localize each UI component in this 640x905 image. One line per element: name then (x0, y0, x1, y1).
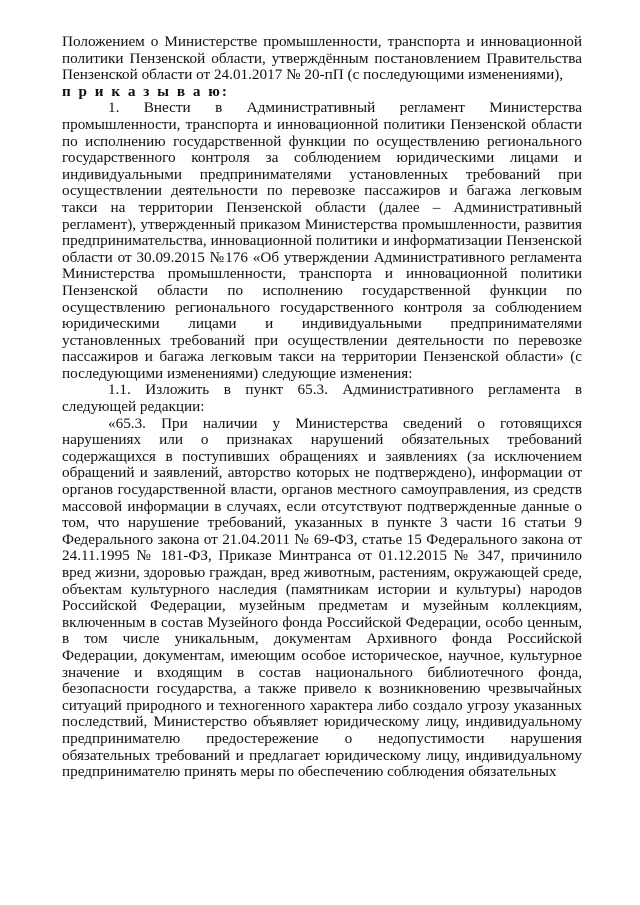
paragraph-basis: Положением о Министерстве промышленности, транспорта и инновационной политики Пензенской области, утверждённым постановлением Правительства Пензенской области от 24.01.2017 № 20-пП (с последующими изменениями), (62, 33, 582, 84)
paragraph-item-1: 1. Внести в Административный регламент Министерства промышленности, транспорта и инновационной политики Пензенской области по исполнению государственной функции по осуществлению регионального государственного контроля за соблюдением юридическими лицами и индивидуальными предпринимателями установленных требований при осуществлении деятельности по перевозке пассажиров и багажа легковым такси на территории Пензенской области (далее – Административный регламент), утвержденный приказом Министерства промышленности, развития предпринимательства, инновационной политики и информатизации Пензенской области от 30.09.2015 №176 «Об утверждении Административного регламента Министерства промышленности, транспорта и инновационной политики Пензенской области по исполнению государственной функции по осуществлению регионального государственного контроля за соблюдением юридическими лицами и индивидуальными предпринимателями установленных требований при осуществлении деятельности по перевозке пассажиров и багажа легковым такси на территории Пензенской области» (с последующими изменениями) следующие изменения: (62, 99, 582, 382)
paragraph-item-1-1: 1.1. Изложить в пункт 65.3. Административного регламента в следующей редакции: (62, 381, 582, 416)
document-page (62, 34, 582, 781)
paragraph-65-3: «65.3. При наличии у Министерства сведений о готовящихся нарушениях или о признаках нарушений обязательных требований содержащихся в поступивших обращениях и заявлениях (за исключением обращений и заявлений, авторство которых не подтверждено), информации от органов государственной власти, органов местного самоуправления, из средств массовой информации в случаях, если отсутствуют подтвержденные данные о том, что нарушение требований, указанных в пункте 3 части 16 статьи 9 Федерального закона от 21.04.2011 № 69-ФЗ, статье 15 Федерального закона от 24.11.1995 № 181-ФЗ, Приказе Минтранса от 01.12.2015 № 347, причинило вред жизни, здоровью граждан, вред животным, растениям, окружающей среде, объектам культурного наследия (памятникам истории и культуры) народов Российской Федерации, музейным предметам и музейным коллекциям, включенным в состав Музейного фонда Российской Федерации, особо ценным, в том числе уникальным, документам Архивного фонда Российской Федерации, документам, имеющим особое историческое, научное, культурное значение и входящим в состав национального библиотечного фонда, безопасности государства, а также привело к возникновению чрезвычайных ситуаций природного и техногенного характера либо создало угрозу указанных последствий, Министерство объявляет юридическому лицу, индивидуальному предпринимателю предостережение о недопустимости нарушения обязательных требований и предлагает юридическому лицу, индивидуальному предпринимателю принять меры по обеспечению соблюдения обязательных (62, 414, 582, 781)
order-word: п р и к а з ы в а ю: (62, 82, 229, 100)
